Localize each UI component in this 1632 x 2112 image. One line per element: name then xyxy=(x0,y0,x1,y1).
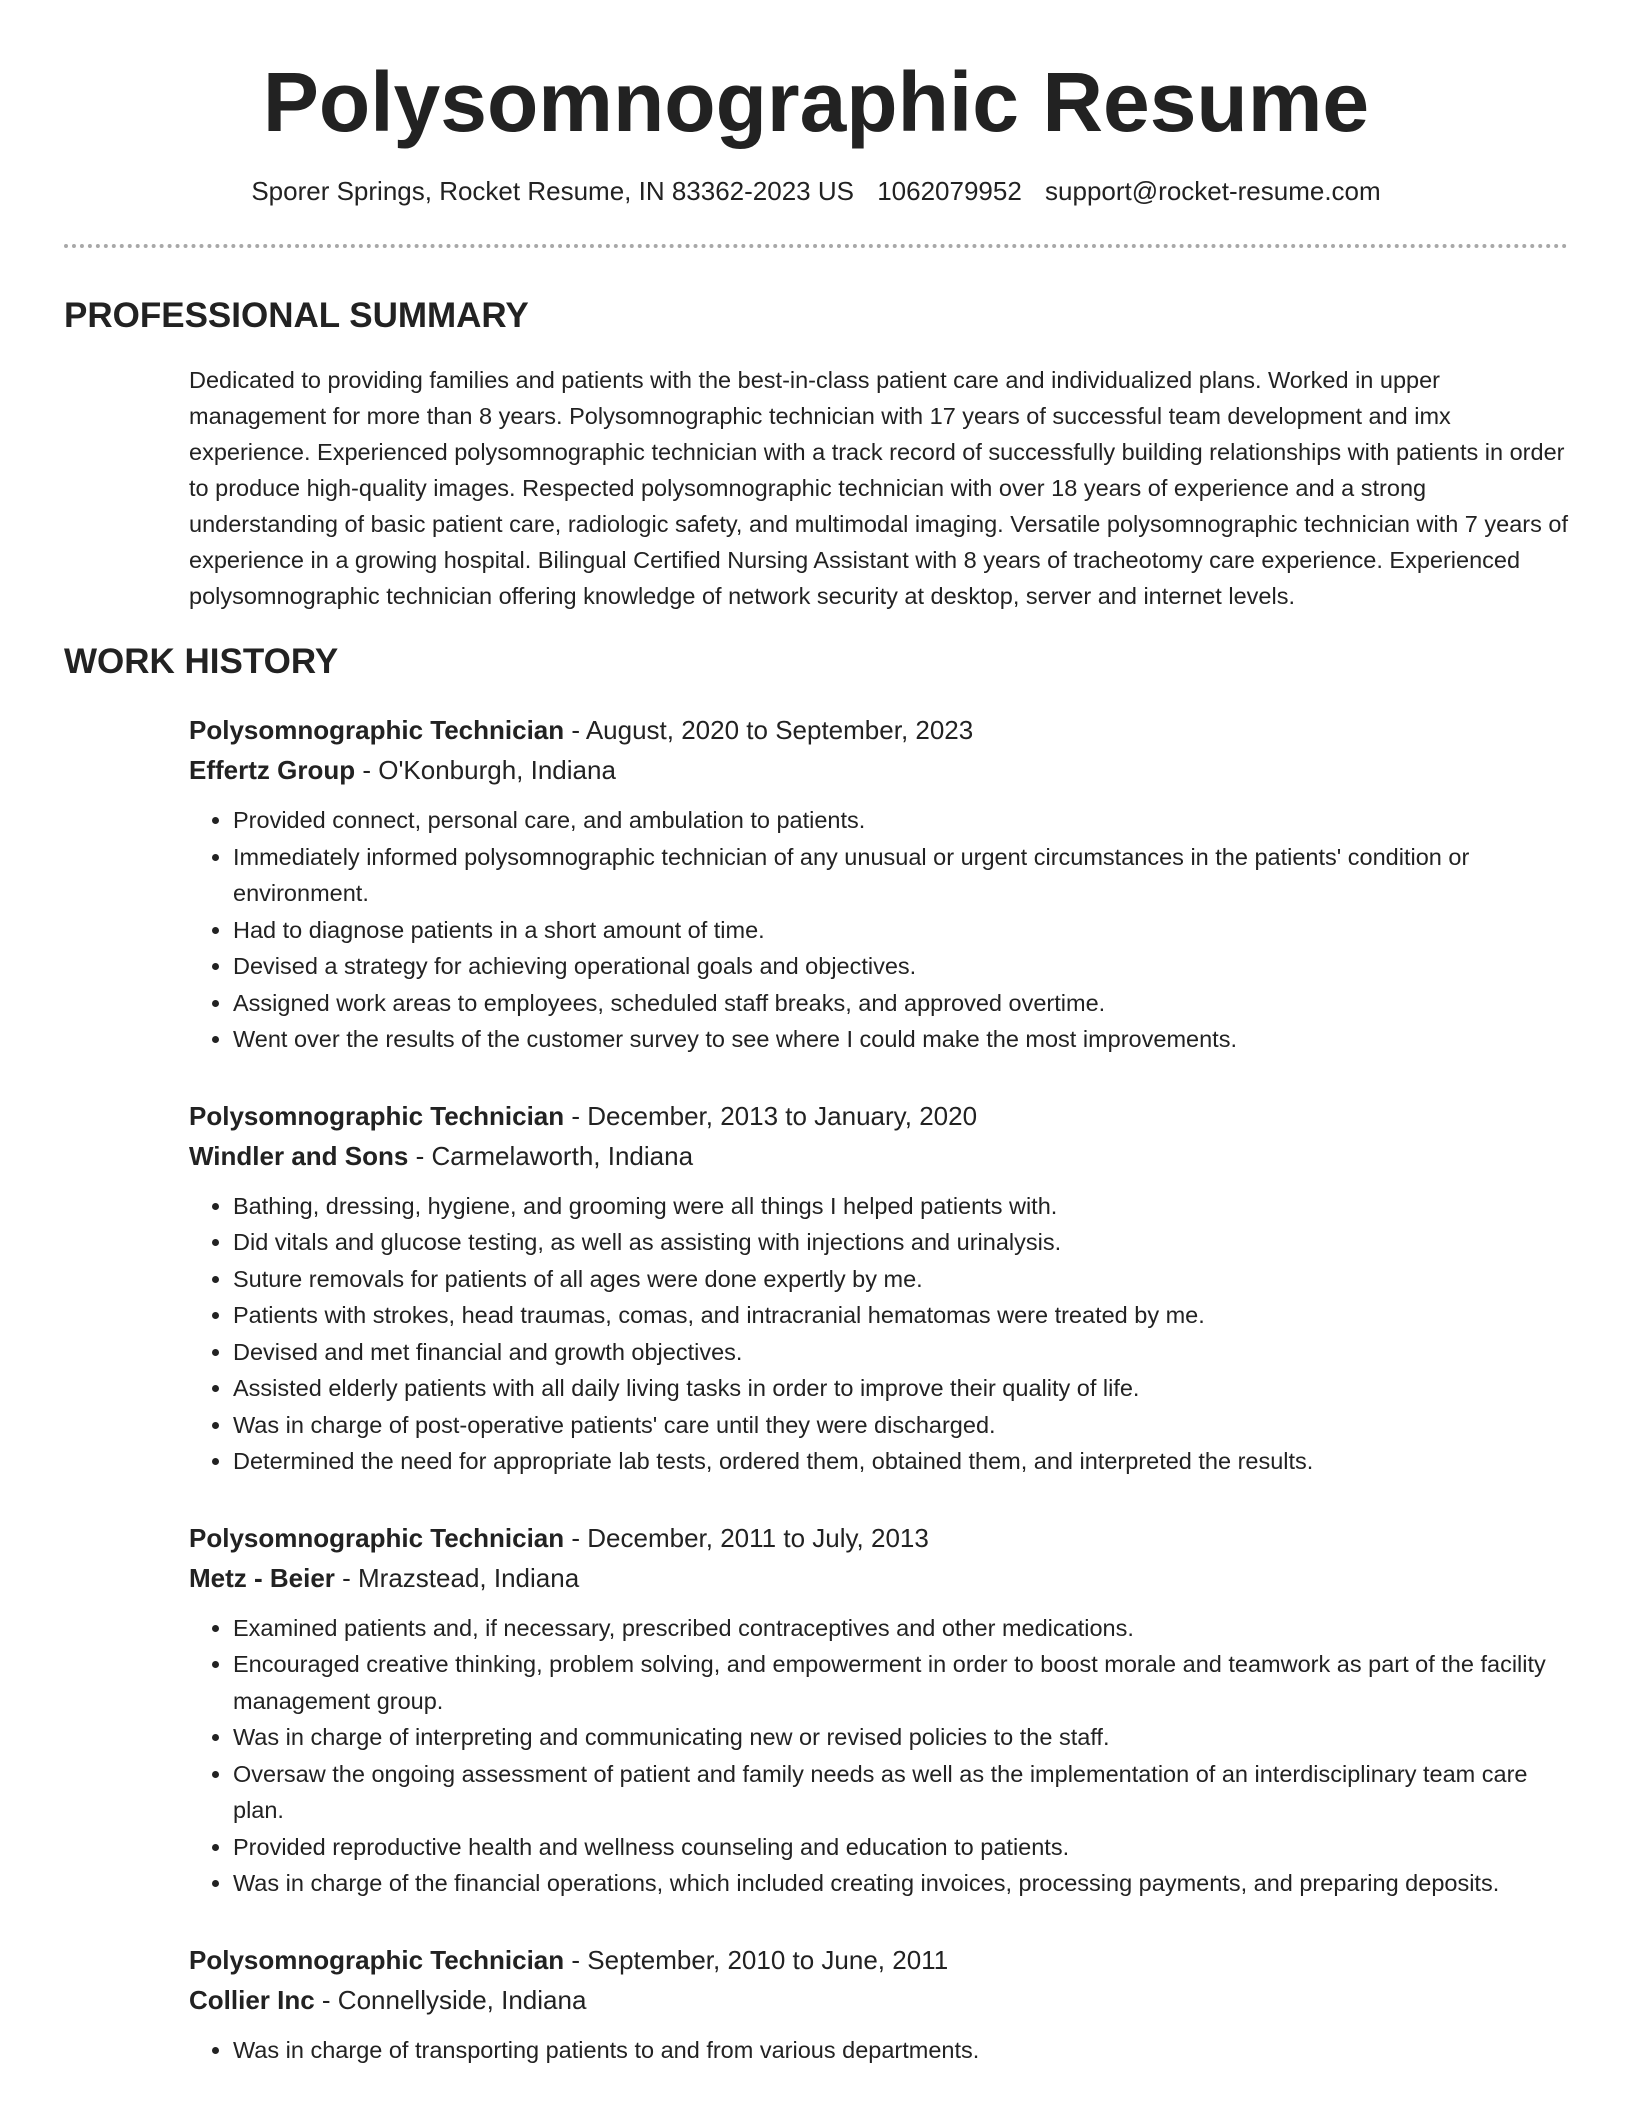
contact-email: support@rocket-resume.com xyxy=(1045,176,1381,206)
job-title: Polysomnographic Technician xyxy=(189,1100,565,1131)
job-dates: - December, 2013 to January, 2020 xyxy=(564,1100,978,1131)
job-dates: - August, 2020 to September, 2023 xyxy=(564,715,974,745)
resume-header xyxy=(0,0,1632,208)
job-bullet: • Patients with strokes, head traumas, comas, and intracranial hematomas were treated by me. xyxy=(233,1297,1568,1334)
job-title: Polysomnographic Technician xyxy=(189,715,565,745)
job-bullet: • Examined patients and, if necessary, prescribed contraceptives and other medications. xyxy=(233,1610,1568,1647)
job-title-line xyxy=(189,1518,1568,1558)
job-location: - Connellyside, Indiana xyxy=(314,1984,587,2015)
summary-text: Dedicated to providing families and patients with the best-in-class patient care and individualized plans. Worked in upper management for more than 8 years. Polysomnographic technician with 17 years of successful team development and imx experience. Experienced polysomnographic technician with a track record of successfully building relationships with patients in order to produce high-quality images. Respected polysomnographic technician with over 18 years of experience and a strong understanding of basic patient care, radiologic safety, and multimodal imaging. Versatile polysomnographic technician with 7 years of experience in a growing hospital. Bilingual Certified Nursing Assistant with 8 years of tracheotomy care experience. Experienced polysomnographic technician offering knowledge of network security at desktop, server and internet levels. xyxy=(189,367,1568,609)
job-location: - Mrazstead, Indiana xyxy=(334,1562,580,1593)
job-company: Windler and Sons xyxy=(189,1140,409,1171)
job-bullet: • Determined the need for appropriate lab tests, ordered them, obtained them, and interpreted the results. xyxy=(233,1443,1568,1480)
work-history-section xyxy=(64,640,1568,2068)
job-bullet-list xyxy=(189,802,1568,1058)
job-bullet: • Encouraged creative thinking, problem solving, and empowerment in order to boost morale and teamwork as part of the facility management group. xyxy=(233,1646,1568,1719)
job-bullet: • Devised a strategy for achieving operational goals and objectives. xyxy=(233,948,1568,985)
job-company-line xyxy=(189,1558,1568,1598)
job-bullet: • Immediately informed polysomnographic technician of any unusual or urgent circumstances in the patients' condition or environment. xyxy=(233,839,1568,912)
professional-summary-section xyxy=(64,294,1568,614)
job-entry xyxy=(189,710,1568,1058)
job-company: Collier Inc xyxy=(189,1984,315,2015)
job-title-line xyxy=(189,1096,1568,1136)
job-title-line xyxy=(189,1940,1568,1980)
job-location: - Carmelaworth, Indiana xyxy=(408,1140,694,1171)
job-bullet-list xyxy=(189,1610,1568,1902)
job-bullet: • Devised and met financial and growth objectives. xyxy=(233,1334,1568,1371)
job-company-line xyxy=(189,750,1568,790)
job-bullet: • Provided connect, personal care, and ambulation to patients. xyxy=(233,802,1568,839)
job-bullet: • Was in charge of interpreting and communicating new or revised policies to the staff. xyxy=(233,1719,1568,1756)
job-bullet: • Had to diagnose patients in a short amount of time. xyxy=(233,912,1568,949)
job-list xyxy=(189,710,1568,2068)
job-title-line xyxy=(189,710,1568,750)
job-bullet: • Went over the results of the customer survey to see where I could make the most improvements. xyxy=(233,1021,1568,1058)
job-bullet-list xyxy=(189,2032,1568,2069)
job-bullet: • Suture removals for patients of all ages were done expertly by me. xyxy=(233,1261,1568,1298)
job-company-line xyxy=(189,1980,1568,2020)
job-location: - O'Konburgh, Indiana xyxy=(355,755,616,785)
job-entry xyxy=(189,1518,1568,1902)
job-company: Effertz Group xyxy=(189,755,356,785)
job-dates: - September, 2010 to June, 2011 xyxy=(564,1944,949,1975)
section-title-work-history: WORK HISTORY xyxy=(64,642,339,681)
job-bullet: • Provided reproductive health and wellness counseling and education to patients. xyxy=(233,1829,1568,1866)
header-divider xyxy=(64,244,1568,248)
job-title: Polysomnographic Technician xyxy=(189,1522,565,1553)
job-entry xyxy=(189,1940,1568,2069)
job-bullet: • Bathing, dressing, hygiene, and grooming were all things I helped patients with. xyxy=(233,1188,1568,1225)
job-bullet: • Assigned work areas to employees, scheduled staff breaks, and approved overtime. xyxy=(233,985,1568,1022)
job-bullet: • Oversaw the ongoing assessment of patient and family needs as well as the implementation of an interdisciplinary team care plan. xyxy=(233,1756,1568,1829)
job-bullet: • Was in charge of post-operative patients' care until they were discharged. xyxy=(233,1407,1568,1444)
job-company-line xyxy=(189,1136,1568,1176)
job-company: Metz - Beier xyxy=(189,1562,335,1593)
job-entry xyxy=(189,1096,1568,1480)
job-dates: - December, 2011 to July, 2013 xyxy=(564,1522,929,1553)
job-bullet: • Did vitals and glucose testing, as well as assisting with injections and urinalysis. xyxy=(233,1224,1568,1261)
section-title-summary: PROFESSIONAL SUMMARY xyxy=(64,296,529,335)
resume-title: Polysomnographic Resume xyxy=(262,55,1370,149)
job-title: Polysomnographic Technician xyxy=(189,1944,565,1975)
job-bullet: • Assisted elderly patients with all daily living tasks in order to improve their quality of life. xyxy=(233,1370,1568,1407)
contact-phone: 1062079952 xyxy=(877,176,1022,206)
job-bullet: • Was in charge of transporting patients to and from various departments. xyxy=(233,2032,1568,2069)
contact-address: Sporer Springs, Rocket Resume, IN 83362-2023 US xyxy=(251,176,854,206)
job-bullet-list xyxy=(189,1188,1568,1480)
job-bullet: • Was in charge of the financial operations, which included creating invoices, processing payments, and preparing deposits. xyxy=(233,1865,1568,1902)
contact-line xyxy=(0,174,1632,208)
